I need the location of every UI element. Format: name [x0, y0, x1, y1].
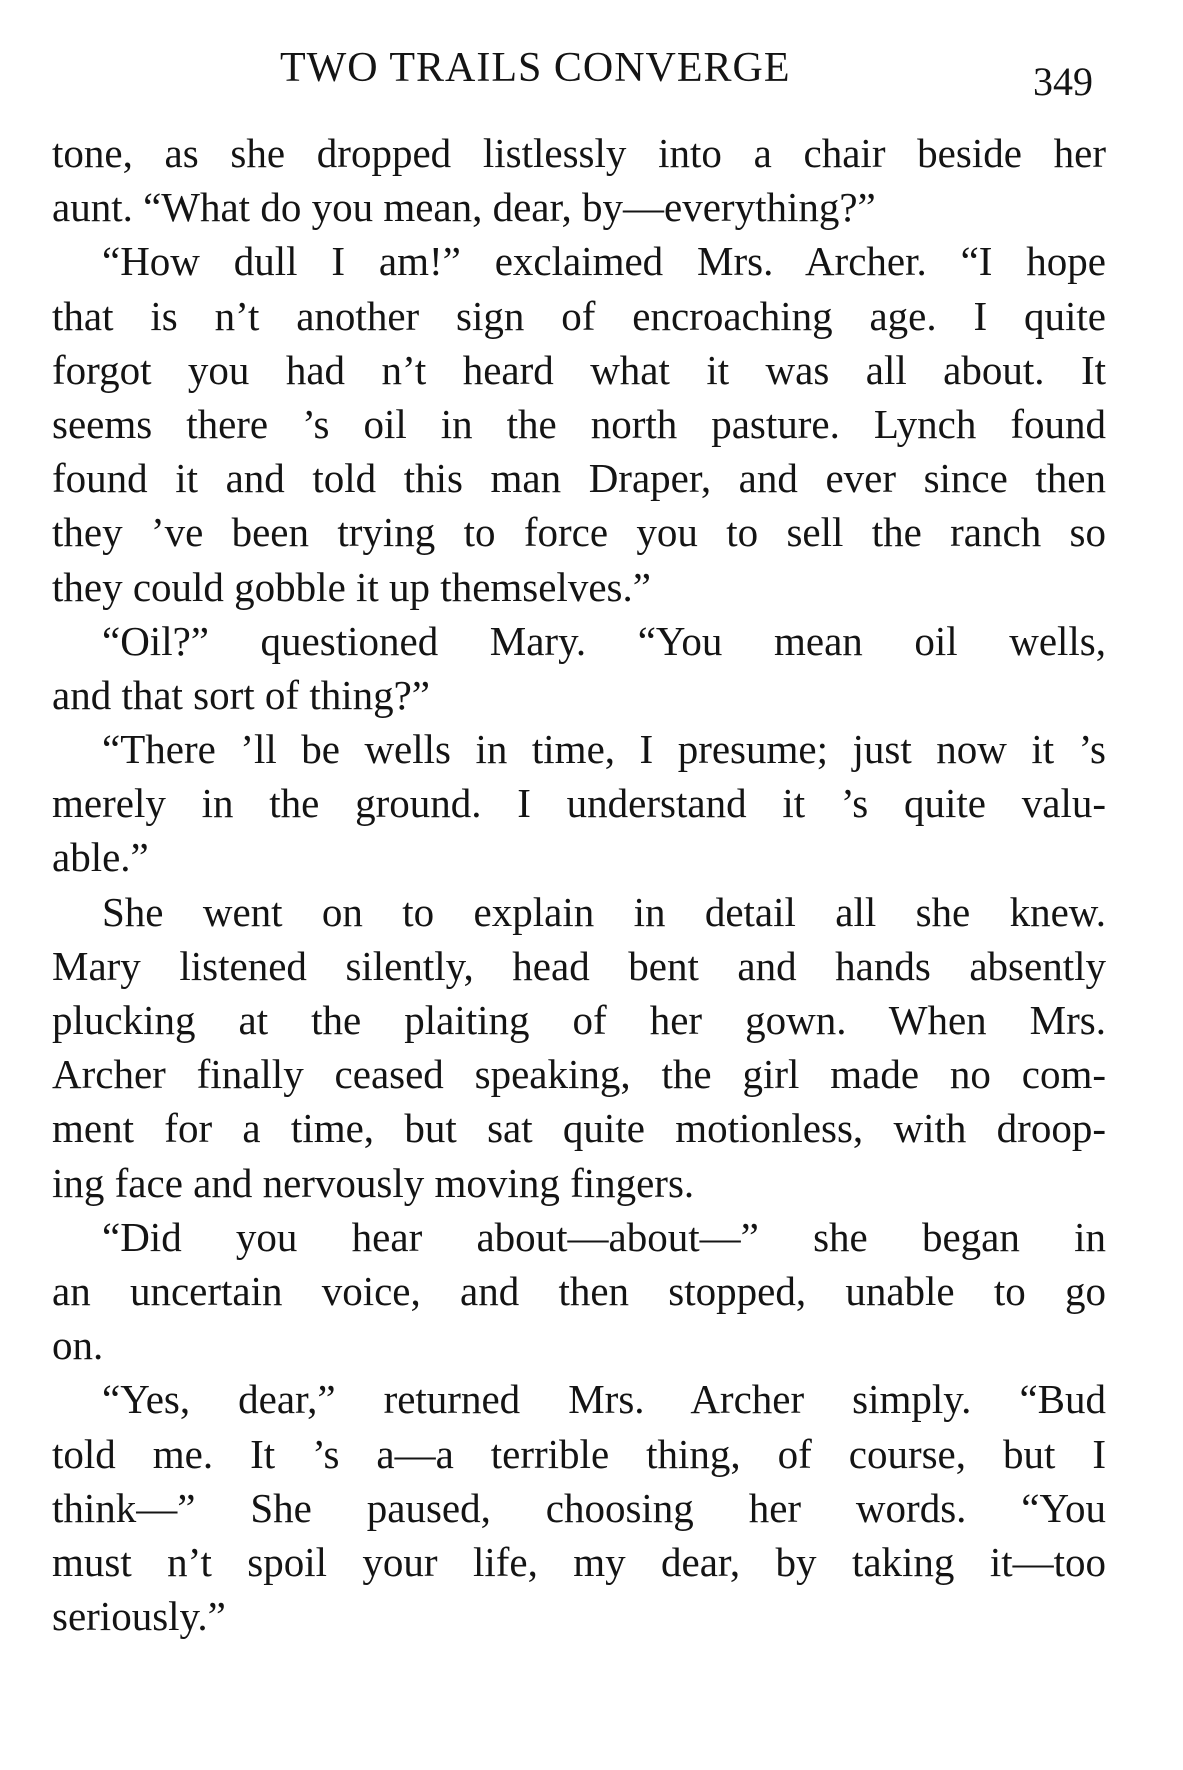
text-line: seriously.” — [52, 1593, 226, 1640]
text-line: an uncertain voice, and then stopped, unable to go — [52, 1267, 1106, 1314]
text-line: plucking at the plaiting of her gown. When Mrs. — [52, 997, 1106, 1043]
text-line: ment for a time, but sat quite motionless, with droop- — [52, 1105, 1106, 1152]
text-line: ing face and nervously moving fingers. — [52, 1159, 695, 1206]
body-text — [52, 126, 1106, 1643]
text-line: they could gobble it up themselves.” — [52, 563, 651, 610]
text-line: able.” — [52, 834, 149, 881]
text-line: Archer finally ceased speaking, the girl made no com- — [52, 1051, 1106, 1098]
text-line: “Did you hear about—about—” she began in — [102, 1213, 1106, 1260]
text-line: Mary listened silently, head bent and hands absently — [52, 942, 1106, 989]
text-line: forgot you had n’t heard what it was all about. It — [52, 346, 1106, 393]
text-line: seems there ’s oil in the north pasture. Lynch found — [52, 400, 1106, 447]
text-line: found it and told this man Draper, and ever since then — [52, 455, 1106, 502]
running-head: TWO TRAILS CONVERGE — [280, 45, 791, 91]
text-line: told me. It ’s a—a terrible thing, of course, but I — [52, 1430, 1106, 1477]
text-line: “Oil?” questioned Mary. “You mean oil wells, — [102, 617, 1106, 664]
text-line: She went on to explain in detail all she knew. — [102, 888, 1106, 935]
text-line: and that sort of thing?” — [52, 671, 431, 718]
text-line: think—” She paused, choosing her words. “You — [52, 1484, 1106, 1531]
text-line: must n’t spoil your life, my dear, by taking it—too — [52, 1538, 1106, 1585]
page-header — [0, 44, 1183, 104]
text-line: that is n’t another sign of encroaching age. I quite — [52, 292, 1106, 339]
text-line: “Yes, dear,” returned Mrs. Archer simply. “Bud — [102, 1376, 1106, 1423]
text-line: on. — [52, 1322, 104, 1369]
text-line: tone, as she dropped listlessly into a chair beside her — [52, 130, 1106, 176]
page-number: 349 — [1033, 59, 1093, 104]
text-line: aunt. “What do you mean, dear, by—everything?” — [52, 184, 876, 231]
text-line: merely in the ground. I understand it ’s quite valu- — [52, 780, 1106, 827]
text-line: “There ’ll be wells in time, I presume; just now it ’s — [102, 726, 1106, 773]
text-line: they ’ve been trying to force you to sell the ranch so — [52, 509, 1106, 556]
text-line: “How dull I am!” exclaimed Mrs. Archer. “I hope — [102, 238, 1106, 285]
